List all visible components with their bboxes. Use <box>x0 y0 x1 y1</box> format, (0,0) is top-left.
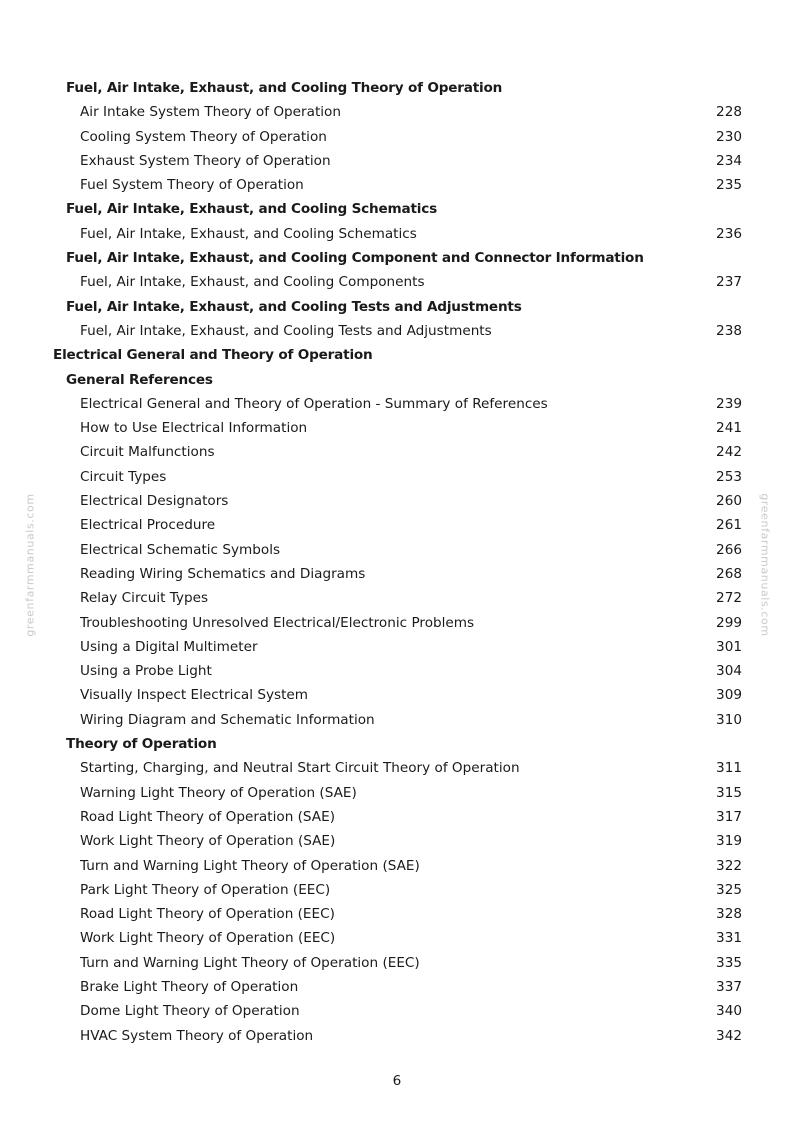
toc-entry-title: Fuel, Air Intake, Exhaust, and Cooling Tests and Adjustments <box>80 322 492 339</box>
toc-entry-title: Dome Light Theory of Operation <box>80 1003 300 1020</box>
toc-page-number: 309 <box>716 687 742 704</box>
toc-page-number: 304 <box>716 663 742 680</box>
toc-subsection-title: Fuel, Air Intake, Exhaust, and Cooling Component and Connector Information <box>66 250 644 267</box>
toc-entry-row[interactable] <box>0 392 794 416</box>
toc-entry-title: Visually Inspect Electrical System <box>80 687 309 704</box>
toc-entry-row[interactable] <box>0 902 794 926</box>
toc-page-number: 335 <box>716 954 742 971</box>
toc-entry-row[interactable] <box>0 756 794 780</box>
toc-page-number: 237 <box>716 274 742 291</box>
toc-page-number: 315 <box>716 784 742 801</box>
toc-entry-title: Cooling System Theory of Operation <box>80 128 327 145</box>
toc-page-number: 238 <box>716 322 742 339</box>
toc-entry-title: Park Light Theory of Operation (EEC) <box>80 881 331 898</box>
toc-entry-row[interactable] <box>0 173 794 197</box>
toc-entry-row[interactable] <box>0 149 794 173</box>
toc-entry-row[interactable] <box>0 999 794 1023</box>
toc-page-number: 228 <box>716 104 742 121</box>
toc-entry-row[interactable] <box>0 562 794 586</box>
toc-entry-row[interactable] <box>0 440 794 464</box>
toc-entry-title: Using a Probe Light <box>80 663 212 680</box>
toc-page-number: 253 <box>716 468 742 485</box>
toc-subsection-row <box>0 76 794 100</box>
watermark-left: greenfarmmanuals.com <box>23 493 37 637</box>
toc-page-number: 325 <box>716 881 742 898</box>
toc-entry-title: Fuel, Air Intake, Exhaust, and Cooling Components <box>80 274 425 291</box>
toc-entry-title: Electrical Schematic Symbols <box>80 541 281 558</box>
toc-entry-row[interactable] <box>0 489 794 513</box>
toc-entry-row[interactable] <box>0 538 794 562</box>
toc-entry-title: Wiring Diagram and Schematic Information <box>80 711 375 728</box>
toc-entry-title: Fuel, Air Intake, Exhaust, and Cooling Schematics <box>80 225 417 242</box>
toc-subsection-title: Fuel, Air Intake, Exhaust, and Cooling Theory of Operation <box>66 80 503 96</box>
toc-page-number: 337 <box>716 978 742 995</box>
toc-entry-title: Electrical General and Theory of Operation - Summary of References <box>80 395 548 412</box>
toc-entry-row[interactable] <box>0 100 794 124</box>
toc-subsection-row <box>0 246 794 270</box>
toc-entry-title: Air Intake System Theory of Operation <box>80 104 341 121</box>
toc-entry-title: HVAC System Theory of Operation <box>80 1027 314 1044</box>
toc-entry-title: Troubleshooting Unresolved Electrical/Electronic Problems <box>80 614 475 631</box>
toc-entry-row[interactable] <box>0 513 794 537</box>
toc-page-number: 242 <box>716 444 742 461</box>
toc-subsection-row <box>0 295 794 319</box>
toc-entry-row[interactable] <box>0 635 794 659</box>
toc-entry-title: Warning Light Theory of Operation (SAE) <box>80 784 357 801</box>
toc-entry-title: Relay Circuit Types <box>80 590 209 607</box>
toc-page-number: 301 <box>716 638 742 655</box>
toc-page-number: 236 <box>716 225 742 242</box>
toc-entry-row[interactable] <box>0 878 794 902</box>
toc-page-number: 230 <box>716 128 742 145</box>
toc-entry-row[interactable] <box>0 926 794 950</box>
toc-entry-row[interactable] <box>0 416 794 440</box>
toc-subsection-row <box>0 732 794 756</box>
toc-entry-title: Using a Digital Multimeter <box>80 638 258 655</box>
toc-page-number: 310 <box>716 711 742 728</box>
toc-entry-title: Road Light Theory of Operation (SAE) <box>80 808 336 825</box>
toc-entry-title: Turn and Warning Light Theory of Operation (EEC) <box>80 954 420 971</box>
toc-page-number: 319 <box>716 833 742 850</box>
toc-page-number: 328 <box>716 906 742 923</box>
toc-page-number: 299 <box>716 614 742 631</box>
toc-entry-row[interactable] <box>0 708 794 732</box>
toc-entry-title: Starting, Charging, and Neutral Start Circuit Theory of Operation <box>80 760 520 777</box>
toc-entry-row[interactable] <box>0 465 794 489</box>
toc-entry-title: Electrical Procedure <box>80 517 216 534</box>
toc-subsection-title: Fuel, Air Intake, Exhaust, and Cooling Tests and Adjustments <box>66 298 522 315</box>
toc-entry-row[interactable] <box>0 805 794 829</box>
toc-entry-title: Road Light Theory of Operation (EEC) <box>80 906 335 923</box>
toc-page-number: 235 <box>716 177 742 194</box>
toc-page-number: 317 <box>716 808 742 825</box>
toc-section-row <box>0 343 794 367</box>
toc-entry-title: Brake Light Theory of Operation <box>80 978 299 995</box>
watermark-right: greenfarmmanuals.com <box>758 493 772 637</box>
toc-page-number: 266 <box>716 541 742 558</box>
toc-subsection-title: Fuel, Air Intake, Exhaust, and Cooling Schematics <box>66 201 437 218</box>
toc-page-number: 342 <box>716 1027 742 1044</box>
toc-entry-row[interactable] <box>0 1024 794 1048</box>
toc-page-number: 311 <box>716 760 742 777</box>
toc-entry-title: Circuit Malfunctions <box>80 444 215 461</box>
toc-entry-title: Exhaust System Theory of Operation <box>80 152 331 169</box>
toc-page-number: 261 <box>716 517 742 534</box>
toc-page-number: 272 <box>716 590 742 607</box>
page-number: 6 <box>392 1073 402 1089</box>
toc-entry-row[interactable] <box>0 659 794 683</box>
toc-entry-row[interactable] <box>0 781 794 805</box>
toc-entry-row[interactable] <box>0 854 794 878</box>
toc-page-number: 331 <box>716 930 742 947</box>
toc-section-title: Electrical General and Theory of Operation <box>53 347 373 364</box>
toc-entry-row[interactable] <box>0 951 794 975</box>
toc-subsection-row <box>0 368 794 392</box>
toc-entry-row[interactable] <box>0 270 794 294</box>
toc-entry-title: How to Use Electrical Information <box>80 420 308 437</box>
toc-entry-row[interactable] <box>0 829 794 853</box>
toc-subsection-title: Theory of Operation <box>66 736 217 753</box>
toc-entry-title: Turn and Warning Light Theory of Operation (SAE) <box>80 857 420 874</box>
toc-subsection-title: General References <box>66 371 213 388</box>
toc-entry-row[interactable] <box>0 125 794 149</box>
toc-entry-row[interactable] <box>0 683 794 707</box>
toc-entry-title: Circuit Types <box>80 468 167 485</box>
toc-entry-title: Reading Wiring Schematics and Diagrams <box>80 565 366 582</box>
toc-page-number: 322 <box>716 857 742 874</box>
toc-entry-row[interactable] <box>0 319 794 343</box>
toc-entry-row[interactable] <box>0 586 794 610</box>
toc-entry-title: Work Light Theory of Operation (SAE) <box>80 833 336 850</box>
toc-page-number: 239 <box>716 395 742 412</box>
toc-page-number: 340 <box>716 1003 742 1020</box>
toc-page-number: 241 <box>716 420 742 437</box>
table-of-contents <box>0 76 794 1048</box>
toc-entry-row[interactable] <box>0 222 794 246</box>
toc-entry-title: Electrical Designators <box>80 493 229 510</box>
toc-page-number: 234 <box>716 152 742 169</box>
toc-subsection-row <box>0 197 794 221</box>
toc-entry-row[interactable] <box>0 611 794 635</box>
toc-entry-title: Work Light Theory of Operation (EEC) <box>80 930 336 947</box>
toc-entry-title: Fuel System Theory of Operation <box>80 177 304 194</box>
toc-page-number: 260 <box>716 493 742 510</box>
toc-entry-row[interactable] <box>0 975 794 999</box>
toc-page-number: 268 <box>716 565 742 582</box>
